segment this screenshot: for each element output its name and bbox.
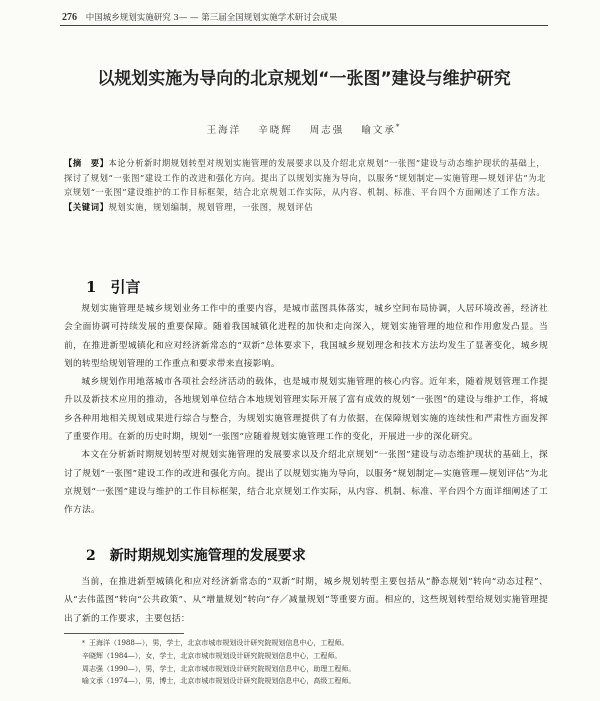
author-name: 王海洋 — [206, 125, 242, 136]
paper-title: 以规划实施为导向的北京规划“一张图”建设与维护研究 — [97, 69, 511, 89]
keywords — [64, 200, 548, 215]
abstract-text: 本论分析新时期规划转型对规划实施管理的发展要求以及介绍北京规划“一张图”建设与动态维护现状的基础上，探讨了规划“一张图”建设工作的改进和强化方向。提出了以规划实施为导向，以服务“规划制定—实施管理—规划评估”为北京规划“一张图”建设维护的工作目标框架，结合北京规划工作实际，从内容、机制、标准、平台四个方面阐述了工作方法。 — [64, 158, 547, 197]
section-number: 1 — [86, 278, 97, 296]
footnote-text: 周志强（1990—），男，学士，北京市城市规划设计研究院规划信息中心，助理工程师。 — [82, 664, 356, 673]
footnote — [82, 637, 542, 650]
section-number: 2 — [86, 548, 96, 564]
keywords-text: 规划实施，规划编制，规划管理，一张图，规划评估 — [108, 201, 314, 212]
journal-name: 中国城乡规划实施研究 3— — 第三届全国规划实施学术研讨会成果 — [85, 13, 338, 23]
author-name: 喻文承* — [361, 122, 402, 136]
footnote — [82, 675, 542, 687]
author-footnote-mark: * — [395, 122, 402, 131]
introduction-body — [64, 300, 548, 520]
author-name: 周志强 — [309, 125, 345, 136]
requirements-body — [64, 573, 548, 628]
author-name: 辛晓辉 — [258, 125, 293, 136]
section-heading-introduction — [86, 276, 140, 297]
keywords-label: 【关键词】 — [64, 201, 109, 212]
author-list — [60, 122, 548, 136]
footnote-rule — [64, 633, 184, 634]
footnote-text: 喻文承（1974—），男，博士，北京市城市规划设计研究院规划信息中心，高级工程师。 — [82, 676, 356, 685]
paragraph: 本文在分析新时期规划转型对规划实施管理的发展要求以及介绍北京规划“一张图”建设与动态维护现状的基础上，探讨了规划“一张图”建设工作的改进和强化方向。提出了以规划实施为导向，以服务“规划制定—实施管理—规划评估”为北京规划“一张图”建设与维护的工作目标框架，结合北京规划工作实际，从内容、机制、标准、平台四个方面详细阐述了工作方法。 — [64, 450, 548, 516]
section-heading-requirements — [86, 545, 306, 565]
footnote-text: 王海洋（1988—），男，学士，北京市城市规划设计研究院规划信息中心，工程师。 — [89, 639, 349, 647]
running-header — [62, 11, 542, 23]
section-title: 引言 — [110, 278, 141, 296]
footnotes — [82, 637, 542, 687]
paragraph: 当前，在推进新型城镇化和应对经济新常态的“双新”时期，城乡规划转型主要包括从“静态规划”转向“动态过程”、从“去伟蓝图”转向“公共政策”、从“增量规划”转向“存／减量规划”等重要方面。相应的，这些规划转型给规划实施管理提出了新的工作要求，主要包括： — [64, 577, 548, 624]
footnote-mark: * — [82, 640, 85, 647]
abstract-block — [64, 156, 548, 214]
abstract-label: 【摘 要】 — [64, 158, 109, 168]
footnote-text: 辛晓辉（1984—），女，学士，北京市城市规划设计研究院规划信息中心，工程师。 — [82, 652, 342, 661]
footnote — [82, 650, 542, 662]
abstract — [64, 156, 548, 200]
paragraph: 城乡规划作用地落城市各项社会经济活动的载体，也是城市规划实施管理的核心内容。近年来，随着规划管理工作提升以及新技术应用的推动，各地规划单位结合本地规划管理实际开展了富有成效的规划“一张图”的建设与维护工作，将城乡各种用地相关规划成果进行综合与整合，为规划实施管理提供了有力依据，在保障规划实施的连续性和严肃性方面发挥了重要作用。在新的历史时期，规划“一张图”应随着规划实施管理工作的变化，开展进一步的深化研究。 — [64, 377, 548, 443]
page-number: 276 — [62, 12, 77, 23]
section-title: 新时期规划实施管理的发展要求 — [109, 548, 306, 564]
footnote — [82, 663, 542, 675]
header-rule — [60, 25, 548, 26]
paragraph: 规划实施管理是城乡规划业务工作中的重要内容，是城市蓝图具体落实，城乡空间布局协调，人居环境改善，经济社会全面协调可持续发展的重要保障。随着我国城镇化进程的加快和走向深入，规划实施管理的地位和作用愈发凸显。当前，在推进新型城镇化和应对经济新常态的“双新”总体要求下，我国城乡规划理念和技术方法均发生了显著变化，城乡规划的转型给规划管理的工作重点和要求带来直接影响。 — [64, 304, 548, 369]
